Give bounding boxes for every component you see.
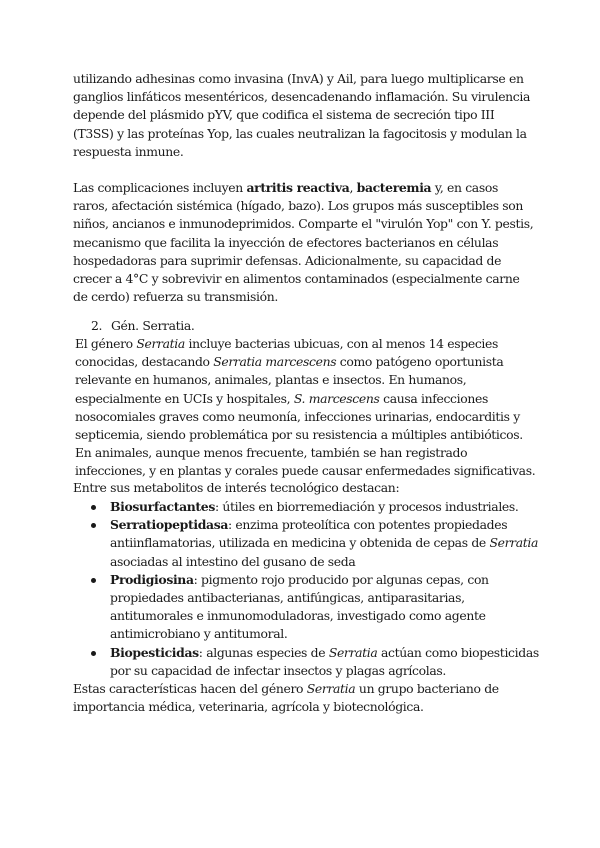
text-run: asociadas al intestino del gusano de seda [110,553,356,569]
bullet-icon [91,505,96,510]
list-item [73,571,543,644]
italic-term: Serratia marcescens [213,354,337,370]
bold-term: Biosurfactantes [110,499,215,514]
bullet-icon [91,578,96,583]
bold-term: Prodigiosina [110,571,194,587]
text-run: El género [75,336,137,351]
paragraph-complications [73,179,535,306]
bold-term: Biopesticidas [110,644,199,660]
text-run: Las complicaciones incluyen [73,180,247,195]
bold-term: Serratiopeptidasa [110,517,228,533]
text-run: : útiles en biorremediación y procesos industriales. [214,499,519,514]
list-item [73,644,543,680]
text-run: un grupo bacteriano de importancia médica, veterinaria, agrícola y biotecnológica. [73,681,499,715]
list-item [73,498,543,516]
paragraph-serratia-intro [75,335,540,481]
section-heading-serratia [91,317,195,335]
paragraph-text: utilizando adhesinas como invasina (InvA) y Ail, para luego multiplicarse en ganglios linfáticos mesentéricos, desencadenando inflamación. Su virulencia depende del plásmido pYV, que codifica el sistema de secreción tipo III (T3SS) y las proteínas Yop, las cuales neutralizan la fagocitosis y modulan la respuesta inmune. [73,71,531,159]
text-run: : pigmento rojo producido por algunas cepas, con propiedades antibacterianas, antifúngicas, antiparasitarias, antitumorales e inmunomoduladoras, investigado como agente antimicrobiano y antitumoral. [110,571,489,642]
text-run: Estas características hacen del género [73,681,307,696]
italic-term: S. marcescens [293,390,380,406]
metabolites-list [73,498,543,680]
bold-term: artritis reactiva [246,180,350,195]
section-title: Gén. Serratia. [111,318,195,333]
text-run: como patógeno oportunista relevante en humanos, animales, plantas e insectos. En humanos, especialmente en UCIs y hospitales, [75,354,504,406]
text-run: y, en casos raros, afectación sistémica (hígado, bazo). Los grupos más susceptibles son niños, ancianos e inmunodeprimidos. Comparte el "virulón Yop" con Y. pestis, mecanismo que facilita la inyección de efectores bacterianos en células hospedadoras para suprimir defensas. Adicionalmente, su capacidad de crecer a 4°C y sobrevivir en alimentos contaminados (especialmente carne de cerdo) refuerza su transmisión. [73,180,534,305]
italic-term: Serratia [136,336,185,351]
bullet-icon [91,523,96,528]
paragraph-metabolites-intro [73,479,535,497]
text-run: causa infecciones nosocomiales graves como neumonía, infecciones urinarias, endocarditis y septicemia, siendo problemática por su resistencia a múltiples antibióticos. En animales, aunque menos frecuente, también se han registrado infecciones, y en plantas y corales puede causar enfermedades significativas. [75,390,536,479]
bold-term: bacteremia [356,180,432,195]
paragraph-virulence [73,70,535,161]
text-run: : algunas especies de [198,644,329,660]
section-number: 2. [91,318,103,333]
text-run: : enzima proteolítica con potentes propiedades antiinflamatorias, utilizada en medicina y obtenida de cepas de [110,517,508,551]
text-run: , [349,180,357,195]
italic-term: Serratia [489,535,539,551]
bullet-icon [91,651,96,656]
list-item [73,516,543,571]
text-run: actúan como biopesticidas por su capacidad de infectar insectos y plagas agrícolas. [110,644,539,678]
italic-term: Serratia [306,681,356,696]
text-run: incluye bacterias ubicuas, con al menos 14 especies conocidas, destacando [75,336,499,370]
paragraph-text: Entre sus metabolitos de interés tecnológico destacan: [73,480,400,495]
italic-term: Serratia [328,644,378,660]
paragraph-conclusion [73,680,535,716]
